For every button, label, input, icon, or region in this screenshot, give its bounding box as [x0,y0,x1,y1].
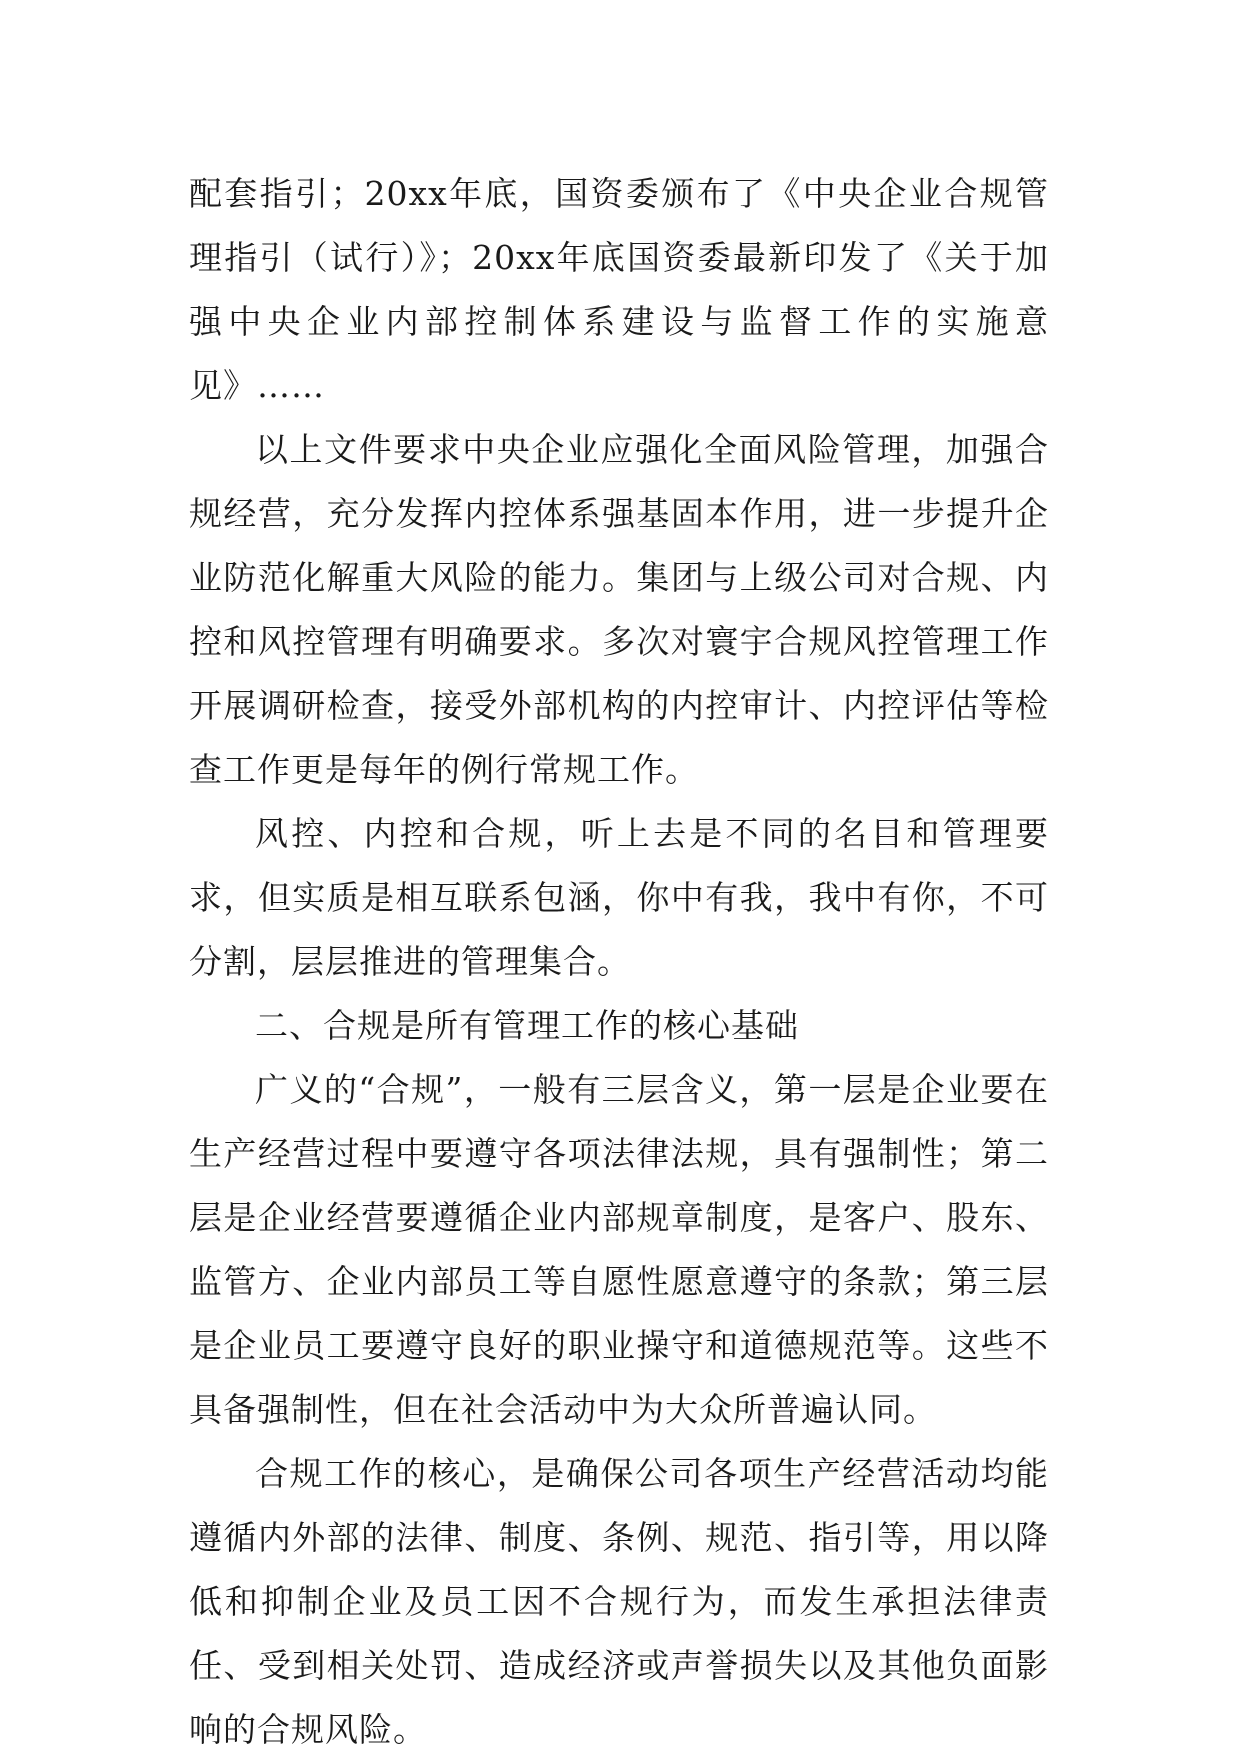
section-heading: 二、合规是所有管理工作的核心基础 [255,1006,799,1045]
paragraph-continuation: 配套指引；20xx年底，国资委颁布了《中央企业合规管理指引（试行）》；20xx年底国资委最新印发了《关于加强中央企业内部控制体系建设与监督工作的实施意见》…… [189,174,1049,405]
paragraph-compliance-core: 合规工作的核心，是确保公司各项生产经营活动均能遵循内外部的法律、制度、条例、规范、指引等，用以降低和抑制企业及员工因不合规行为，而发生承担法律责任、受到相关处罚、造成经济或声誉损失以及其他负面影响的合规风险。 [189,1454,1049,1749]
paragraph-integration: 风控、内控和合规，听上去是不同的名目和管理要求，但实质是相互联系包涵，你中有我，我中有你，不可分割，层层推进的管理集合。 [189,814,1049,981]
document-body [189,162,1049,1762]
paragraph-compliance-meaning: 广义的“合规”，一般有三层含义，第一层是企业要在生产经营过程中要遵守各项法律法规，具有强制性；第二层是企业经营要遵循企业内部规章制度，是客户、股东、监管方、企业内部员工等自愿性愿意遵守的条款；第三层是企业员工要遵守良好的职业操守和道德规范等。这些不具备强制性，但在社会活动中为大众所普遍认同。 [189,1070,1049,1429]
paragraph-requirements: 以上文件要求中央企业应强化全面风险管理，加强合规经营，充分发挥内控体系强基固本作用，进一步提升企业防范化解重大风险的能力。集团与上级公司对合规、内控和风控管理有明确要求。多次对寰宇合规风控管理工作开展调研检查，接受外部机构的内控审计、内控评估等检查工作更是每年的例行常规工作。 [189,430,1049,789]
